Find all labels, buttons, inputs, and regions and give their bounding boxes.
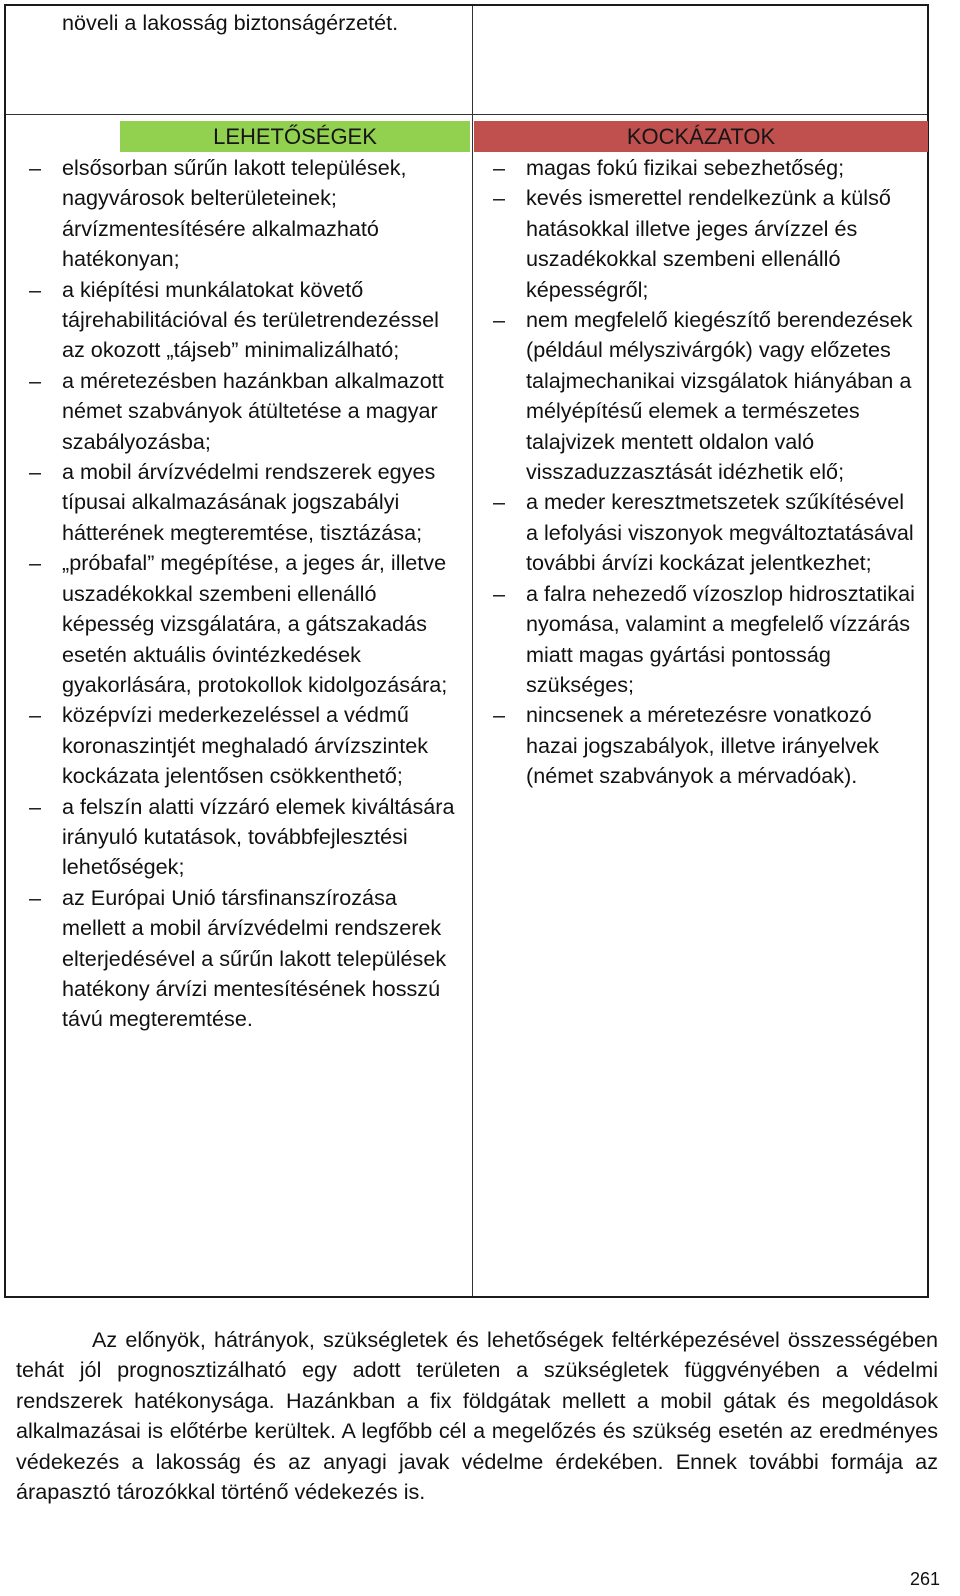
dash-bullet-icon: – (29, 793, 42, 819)
opportunities-header: LEHETŐSÉGEK (120, 121, 470, 152)
risk-item: – nem megfelelő kiegészítő berendezések (például mélyszivárgók) vagy előzetes talajmechanikai vizsgálatok hiányában a mélyépítésű elemek a természetes talajvizek mentett oldalon való visszaduzzasztását idézhetik elő; (493, 307, 913, 485)
opportunity-item: – középvízi mederkezeléssel a védmű koronaszintjét meghaladó árvízszintek kockázata jelentősen csökkenthető; (29, 702, 429, 789)
opportunity-item: – a méretezésben hazánkban alkalmazott német szabványok átültetése a magyar szabályozásba; (29, 367, 444, 454)
dash-bullet-icon: – (493, 580, 506, 606)
risks-list (470, 153, 926, 792)
dash-bullet-icon: – (29, 702, 42, 728)
dash-bullet-icon: – (29, 367, 42, 393)
opportunity-item: – a kiépítési munkálatokat követő tájrehabilitációval és területrendezéssel az okozott „tájseb” minimalizálható; (29, 276, 439, 363)
dash-bullet-icon: – (29, 550, 42, 576)
opportunity-item: – a mobil árvízvédelmi rendszerek egyes típusai alkalmazásának jogszabályi hátterének megteremtése, tisztázása; (29, 459, 436, 545)
dash-bullet-icon: – (29, 276, 42, 302)
opportunity-item: – elsősorban sűrűn lakott települések, nagyvárosok belterületeinek; árvízmentesítésére alkalmazható hatékonyan; (29, 155, 407, 272)
risk-item: – kevés ismerettel rendelkezünk a külső hatásokkal illetve jeges árvízzel és uszadékokkal szembeni ellenálló képességről; (493, 185, 891, 302)
risk-item: – a meder keresztmetszetek szűkítésével a lefolyási viszonyok megváltoztatásával további árvízi kockázat jelentkezhet; (493, 489, 914, 576)
dash-bullet-icon: – (493, 307, 506, 333)
risk-item: – a falra nehezedő vízoszlop hidrosztatikai nyomása, valamint a megfelelő vízzárás miatt magas gyártási pontosság szükséges; (493, 580, 915, 697)
dash-bullet-icon: – (493, 702, 506, 728)
opportunity-item: – az Európai Unió társfinanszírozása mellett a mobil árvízvédelmi rendszerek elterjedésével a sűrűn lakott települések hatékony árvízi mentesítésének hosszú távú megteremtése. (29, 884, 447, 1032)
top-left-cell-text: növeli a lakosság biztonságérzetét. (62, 10, 399, 35)
page-number: 261 (909, 1569, 940, 1589)
dash-bullet-icon: – (493, 489, 506, 515)
swot-table (4, 4, 929, 1298)
opportunity-item: – „próbafal” megépítése, a jeges ár, illetve uszadékokkal szembeni ellenálló képesség vizsgálatára, a gátszakadás esetén aktuális óvintézkedések gyakorlására, protokollok kidolgozására; (29, 550, 448, 697)
dash-bullet-icon: – (29, 459, 42, 485)
risk-item: – nincsenek a méretezésre vonatkozó hazai jogszabályok, illetve irányelvek (német szabványok a mérvadóak). (493, 702, 879, 789)
opportunity-item: – a felszín alatti vízzáró elemek kiváltására irányuló kutatások, továbbfejlesztési lehetőségek; (29, 793, 455, 880)
risks-header: KOCKÁZATOK (474, 121, 928, 152)
risk-item: – magas fokú fizikai sebezhetőség; (470, 153, 916, 183)
dash-bullet-icon: – (29, 884, 42, 910)
dash-bullet-icon: – (493, 185, 506, 211)
dash-bullet-icon: – (29, 155, 42, 180)
row-divider (6, 114, 927, 115)
dash-bullet-icon: – (493, 155, 506, 180)
opportunities-list (6, 153, 468, 1035)
body-paragraph: Az előnyök, hátrányok, szükségletek és lehetőségek feltérképezésével összességében tehát jól prognosztizálható egy adott területen a szükségletek függvényében a védelmi rendszerek hatékonysága. Hazánkban a fix földgátak mellett a mobil gátak és megoldások alkalmazásai is előtérbe kerültek. A legfőbb cél a megelőzés és szükség esetén az eredményes védekezés a lakosság és az anyagi javak védelme érdekében. Ennek további formája az árapasztó tározókkal történő védekezés is. (16, 1326, 938, 1505)
